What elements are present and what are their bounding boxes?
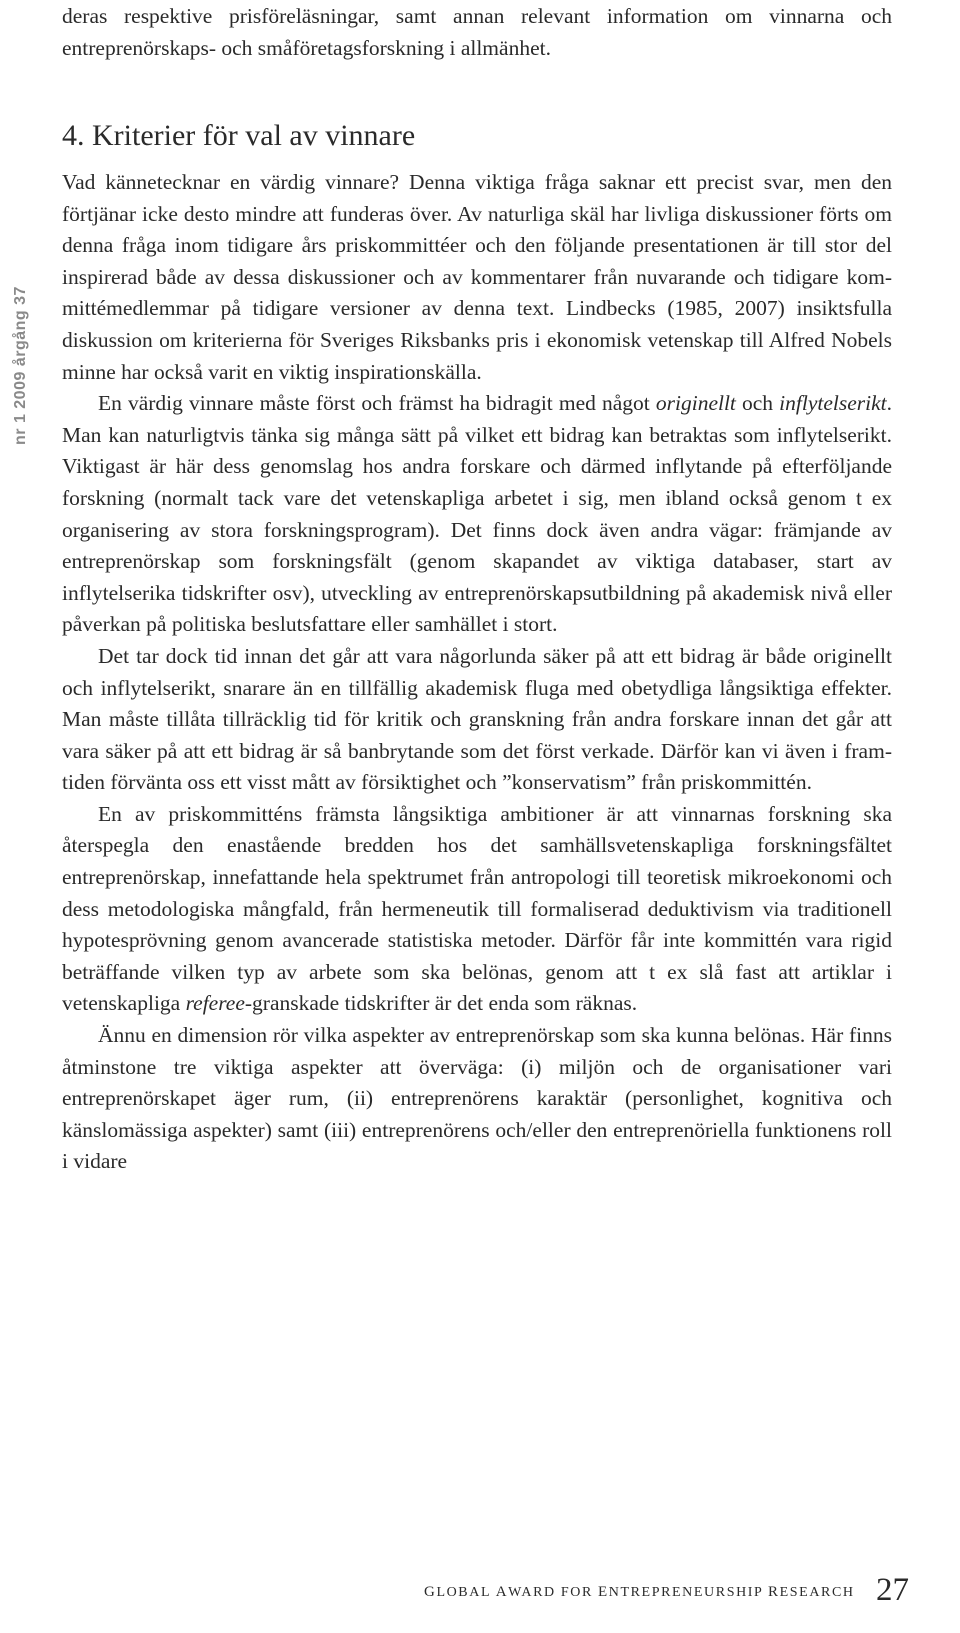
- paragraph-1: Vad kännetecknar en värdig vinnare? Denna viktiga fråga saknar ett precist svar, men den förtjänar icke desto mindre att funderas över. Av naturliga skäl har livliga diskussioner förts om denna fråga inom tidigare års priskommittéer och den följande presentationen är till stor del inspirerad både av dessa diskussioner och av kommentarer från nuvarande och tidigare kommittémedlemmar på tidigare versioner av denna text. Lindbecks (1985, 2007) insiktsfulla diskussion om kriterierna för Sveriges Riksbanks pris i ekonomisk vetenskap till Alfred Nobels minne har också varit en viktig inspirationskälla.: [62, 170, 892, 384]
- page-number: 27: [876, 1572, 909, 1608]
- section-body: [62, 167, 892, 1178]
- paragraph-3: Det tar dock tid innan det går att vara någorlunda säker på att ett bidrag är både originellt och inflytelserikt, snarare än en tillfällig akademisk fluga med obetydliga långsiktiga effekter. Man måste tillåta tillräcklig tid för kritik och granskning från andra forskare innan det går att vara säker på att ett bidrag är så banbrytande som det först verkade. Därför kan vi även i framtiden förvänta oss ett visst mått av försiktighet och ”konservatism” från priskommittén.: [62, 643, 892, 795]
- paragraph-4: En av priskommitténs främsta långsiktiga ambitioner är att vinnarnas forskning ska återspegla den enastående bredden hos det samhällsvetenskapliga forskningsfältet entreprenörskap, innefattande hela spektrumet från antropologi till teoretisk mikroekonomi och dess metodologiska mångfald, från hermeneutik till formaliserad deduktivism via traditionell hypotesprövning genom avancerade statistiska metoder. Därför får inte kommittén vara rigid beträffande vilken typ av arbete som ska belönas, genom att t ex slå fast att artiklar i vetenskapliga referee-granskade tidskrifter är det enda som räknas.: [62, 801, 892, 1016]
- emphasis-originellt: originellt: [655, 391, 736, 416]
- emphasis-referee: referee: [185, 991, 245, 1016]
- paragraph-5: Ännu en dimension rör vilka aspekter av entreprenörskap som ska kunna belönas. Här finns åtminstone tre viktiga aspekter att överväga: (i) miljön och de organisationer vari entreprenörskapet äger rum, (ii) entreprenörens karaktär (personlighet, kognitiva och känslomässiga aspekter) samt (iii) entreprenörens och/eller den entreprenöriella funktionens roll i vidare: [62, 1023, 892, 1174]
- intro-paragraph: deras respektive prisföreläsningar, samt annan relevant information om vinnarna och entreprenörskaps- och småföretagsforskning i allmänhet.: [62, 4, 892, 60]
- paragraph-2: En värdig vinnare måste först och främst ha bidragit med något originellt och inflytelserikt. Man kan naturligtvis tänka sig många sätt på vilket ett bidrag kan betraktas som inflytelserikt. Viktigast är här dess genomslag hos andra forskare och därmed inflytande på efterföljande forskning (normalt tack vare det vetenskapliga arbetet i sig, men ibland också genom t ex organisering av stora forskningsprogram). Det finns dock även andra vägar: främjande av entreprenörskap som forskningsfält (genom skapandet av viktiga databaser, start av inflytelserika tidskrifter osv), utveckling av entreprenörskapsutbildning på akademisk nivå eller påverkan på politiska beslutsfattare eller samhället i stort.: [62, 391, 892, 637]
- section-heading: 4. Kriterier för val av vinnare: [62, 119, 416, 152]
- journal-footer: GLOBAL AWARD FOR ENTREPRENEURSHIP RESEARCH: [424, 1584, 855, 1600]
- emphasis-inflytelserikt: inflytelserikt: [779, 391, 887, 416]
- issue-side-label: nr 1 2009 årgång 37: [12, 286, 29, 445]
